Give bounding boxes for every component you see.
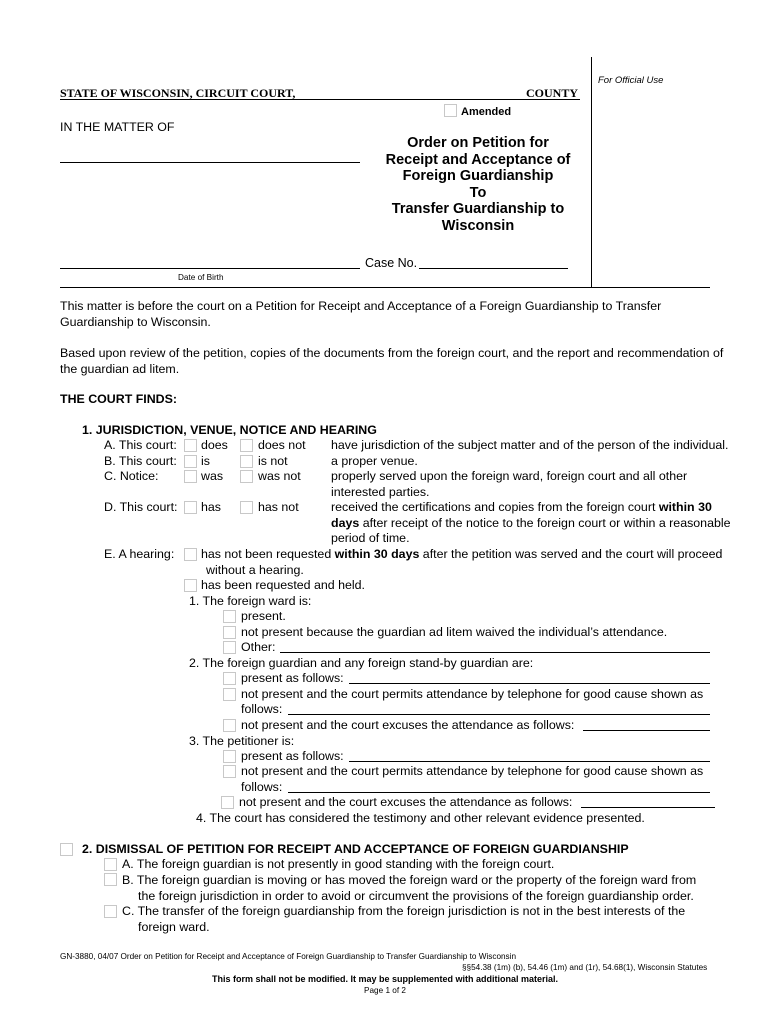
- was-not-label: was not: [258, 469, 301, 483]
- item-c-text-2: interested parties.: [331, 485, 430, 499]
- item-a-text: have jurisdiction of the subject matter and of the person of the individual.: [331, 438, 729, 452]
- guardian-telephone-label-2: follows:: [241, 702, 283, 716]
- has-not-label: has not: [258, 500, 299, 514]
- guardian-heading: 2. The foreign guardian and any foreign stand-by guardian are:: [189, 656, 534, 670]
- item-c-text-1: properly served upon the foreign ward, foreign court and all other: [331, 469, 688, 483]
- dob-line[interactable]: [60, 268, 360, 269]
- item-d-text-3: period of time.: [331, 531, 410, 545]
- petitioner-present-line[interactable]: [349, 761, 710, 762]
- s2-c-text-2: foreign ward.: [138, 920, 210, 934]
- is-not-checkbox[interactable]: [240, 455, 253, 468]
- is-label: is: [201, 454, 210, 468]
- does-not-label: does not: [258, 438, 306, 452]
- guardian-telephone-checkbox[interactable]: [223, 688, 236, 701]
- ward-other-checkbox[interactable]: [223, 641, 236, 654]
- court-rule: [60, 99, 580, 100]
- was-label: was: [201, 469, 224, 483]
- footer-page: Page 1 of 2: [364, 986, 406, 995]
- has-checkbox[interactable]: [184, 501, 197, 514]
- guardian-telephone-label: not present and the court permits attendance by telephone for good cause shown as: [241, 687, 704, 701]
- s2-a-checkbox[interactable]: [104, 858, 117, 871]
- form-title: Order on Petition for Receipt and Acceptance of Foreign Guardianship To Transfer Guardianship to Wisconsin: [385, 135, 571, 234]
- intro-p2-line2: the guardian ad litem.: [60, 362, 180, 376]
- header-divider: [60, 287, 710, 288]
- petitioner-excused-checkbox[interactable]: [221, 796, 234, 809]
- section2-checkbox[interactable]: [60, 843, 73, 856]
- section2-heading: 2. DISMISSAL OF PETITION FOR RECEIPT AND ACCEPTANCE OF FOREIGN GUARDIANSHIP: [82, 842, 629, 856]
- petitioner-present-label: present as follows:: [241, 749, 344, 763]
- item-b-label: B. This court:: [104, 454, 177, 468]
- guardian-excused-checkbox[interactable]: [223, 719, 236, 732]
- official-use-label: For Official Use: [598, 75, 664, 86]
- intro-p1-line2: Guardianship to Wisconsin.: [60, 315, 211, 329]
- s2-c-text-1: C. The transfer of the foreign guardianship from the foreign jurisdiction is not in the best interests of the: [122, 904, 686, 918]
- s2-b-text-1: B. The foreign guardian is moving or has moved the foreign ward or the property of the foreign ward from: [122, 873, 697, 887]
- court-finds-heading: THE COURT FINDS:: [60, 392, 178, 406]
- guardian-excused-line[interactable]: [583, 730, 710, 731]
- guardian-excused-label: not present and the court excuses the attendance as follows:: [241, 718, 575, 732]
- was-not-checkbox[interactable]: [240, 470, 253, 483]
- is-not-label: is not: [258, 454, 288, 468]
- hearing-held-checkbox[interactable]: [184, 579, 197, 592]
- petitioner-telephone-label-2: follows:: [241, 780, 283, 794]
- petitioner-excused-line[interactable]: [581, 807, 715, 808]
- hearing-not-requested-checkbox[interactable]: [184, 548, 197, 561]
- intro-p2-line1: Based upon review of the petition, copies of the documents from the foreign court, and the report and recommendation of: [60, 346, 724, 360]
- has-not-checkbox[interactable]: [240, 501, 253, 514]
- case-no-label: Case No.: [365, 256, 418, 270]
- intro-p1-line1: This matter is before the court on a Petition for Receipt and Acceptance of a Foreign Guardianship to Transfer: [60, 299, 662, 313]
- item-e-label: E. A hearing:: [104, 547, 175, 561]
- s2-b-text-2: the foreign jurisdiction in order to avoid or circumvent the provisions of the foreign guardianship order.: [138, 889, 694, 903]
- court-label: STATE OF WISCONSIN, CIRCUIT COURT,: [60, 86, 296, 100]
- ward-other-line[interactable]: [280, 652, 710, 653]
- s2-c-checkbox[interactable]: [104, 905, 117, 918]
- ward-other-label: Other:: [241, 640, 276, 654]
- is-checkbox[interactable]: [184, 455, 197, 468]
- county-label: COUNTY: [526, 86, 579, 100]
- ward-heading: 1. The foreign ward is:: [189, 594, 312, 608]
- item-b-text: a proper venue.: [331, 454, 418, 468]
- hearing-not-requested-label-2: without a hearing.: [206, 563, 304, 577]
- ward-not-present-label: not present because the guardian ad litem waived the individual’s attendance.: [241, 625, 668, 639]
- petitioner-telephone-label: not present and the court permits attendance by telephone for good cause shown as: [241, 764, 704, 778]
- has-label: has: [201, 500, 221, 514]
- hearing-held-label: has been requested and held.: [201, 578, 365, 592]
- matter-label: IN THE MATTER OF: [60, 120, 175, 134]
- item-d-text-2: days after receipt of the notice to the foreign court or within a reasonable: [331, 516, 731, 530]
- footer-statutes: §§54.38 (1m) (b), 54.46 (1m) and (1r), 54.68(1), Wisconsin Statutes: [462, 963, 708, 972]
- ward-present-label: present.: [241, 609, 286, 623]
- petitioner-telephone-checkbox[interactable]: [223, 765, 236, 778]
- petitioner-telephone-line[interactable]: [288, 792, 710, 793]
- matter-name-line[interactable]: [60, 162, 360, 163]
- footer-form-id: GN-3880, 04/07 Order on Petition for Receipt and Acceptance of Foreign Guardianship to Transfer Guardianship to Wisconsin: [60, 952, 517, 961]
- guardian-present-label: present as follows:: [241, 671, 344, 685]
- case-no-line[interactable]: [419, 268, 568, 269]
- s2-a-text: A. The foreign guardian is not presently in good standing with the foreign court.: [122, 857, 555, 871]
- petitioner-heading: 3. The petitioner is:: [189, 734, 295, 748]
- does-label: does: [201, 438, 228, 452]
- official-use-box: [591, 57, 710, 287]
- does-not-checkbox[interactable]: [240, 439, 253, 452]
- hearing-not-requested-label: has not been requested within 30 days after the petition was served and the court will proceed: [201, 547, 723, 561]
- dob-label: Date of Birth: [178, 273, 224, 282]
- item-4-text: 4. The court has considered the testimony and other relevant evidence presented.: [196, 811, 645, 825]
- s2-b-checkbox[interactable]: [104, 873, 117, 886]
- guardian-present-checkbox[interactable]: [223, 672, 236, 685]
- guardian-present-line[interactable]: [349, 683, 710, 684]
- ward-present-checkbox[interactable]: [223, 610, 236, 623]
- amended-checkbox[interactable]: [444, 104, 457, 117]
- section1-heading: 1. JURISDICTION, VENUE, NOTICE AND HEARING: [82, 423, 377, 437]
- amended-label: Amended: [461, 106, 512, 118]
- petitioner-present-checkbox[interactable]: [223, 750, 236, 763]
- item-d-text-1: received the certifications and copies from the foreign court within 30: [331, 500, 712, 514]
- does-checkbox[interactable]: [184, 439, 197, 452]
- item-d-label: D. This court:: [104, 500, 178, 514]
- ward-not-present-checkbox[interactable]: [223, 626, 236, 639]
- item-c-label: C. Notice:: [104, 469, 159, 483]
- footer-notice: This form shall not be modified. It may be supplemented with additional material.: [211, 974, 559, 984]
- guardian-telephone-line[interactable]: [288, 714, 710, 715]
- was-checkbox[interactable]: [184, 470, 197, 483]
- petitioner-excused-label: not present and the court excuses the attendance as follows:: [239, 795, 573, 809]
- item-a-label: A. This court:: [104, 438, 177, 452]
